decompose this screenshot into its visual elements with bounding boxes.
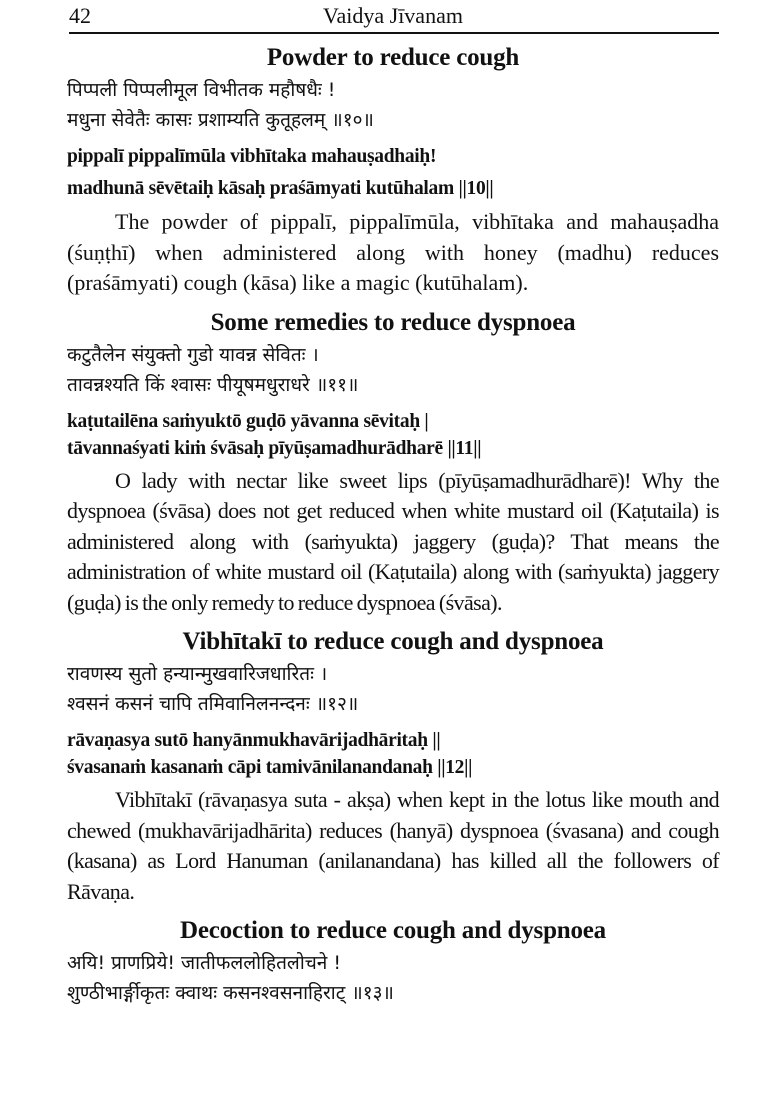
verse-line: अयि! प्राणप्रिये! जातीफललोहितलोचने !: [67, 952, 342, 974]
verse-line: पिप्पली पिप्पलीमूल विभीतक महौषधैः !: [67, 79, 336, 101]
translit-line: kaṭutailēna saṁyuktō guḍō yāvanna sēvitaḥ |: [67, 410, 429, 432]
translation-paragraph: The powder of pippalī, pippalīmūla, vibhītaka and mahauṣadha (śuṇṭhī) when administered along with honey (madhu) reduces (praśāmyati) cough (kāsa) like a magic (kutūhalam).: [67, 209, 719, 295]
section-heading: Powder to reduce cough: [266, 44, 520, 71]
sanskrit-verse: [67, 75, 719, 135]
header-rule: [69, 32, 719, 34]
translit-line: madhunā sēvētaiḥ kāsaḥ praśāmyati kutūhalam ||10||: [67, 178, 494, 199]
section-dyspnoea-remedies: [67, 308, 719, 619]
sanskrit-verse: [67, 340, 719, 400]
translit-line: rāvaṇasya sutō hanyānmukhavārijadhāritaḥ ||: [67, 730, 441, 751]
translit-line: pippalī pippalīmūla vibhītaka mahauṣadhaiḥ!: [67, 146, 437, 167]
running-head: [67, 0, 719, 32]
section-powder-cough: [67, 43, 719, 299]
transliteration: [67, 143, 719, 202]
transliteration: [67, 408, 719, 462]
verse-line: कटुतैलेन संयुक्तो गुडो यावन्न सेवितः ।: [67, 343, 319, 366]
translit-line: tāvannaśyati kiṁ śvāsaḥ pīyūṣamadhurādharē ||11||: [67, 437, 482, 459]
verse-line: श्वसनं कसनं चापि तमिवानिलनन्दनः ॥१२॥: [67, 693, 359, 715]
verse-line: शुण्ठीभार्ङ्गीकृतः क्वाथः कसनश्वसनाहिराट् ॥१३॥: [67, 982, 394, 1004]
verse-line: तावन्नश्यति किं श्वासः पीयूषमधुराधरे ॥११॥: [67, 373, 359, 396]
section-heading: Decoction to reduce cough and dyspnoea: [180, 917, 606, 944]
transliteration: [67, 727, 719, 781]
section-decoction: [67, 916, 719, 1008]
page-number: 42: [69, 3, 91, 28]
verse-line: मधुना सेवेतैः कासः प्रशाम्यति कुतूहलम् ॥१०॥: [67, 109, 374, 131]
sanskrit-verse: [67, 948, 719, 1008]
section-heading: Vibhītakī to reduce cough and dyspnoea: [182, 628, 604, 655]
translation-paragraph: O lady with nectar like sweet lips (pīyūṣamadhurādharē)! Why the dyspnoea (śvāsa) does not get reduced when white mustard oil (Kaṭutaila) is administered along with (saṁyukta) jaggery (guḍa)? That means the administration of white mustard oil (Kaṭutaila) along with (saṁyukta) jaggery (guḍa) is the only remedy to reduce dyspnoea (śvāsa).: [67, 467, 719, 615]
book-page: [67, 0, 719, 1008]
translation-paragraph: Vibhītakī (rāvaṇasya suta - akṣa) when kept in the lotus like mouth and chewed (mukhavārijadhārita) reduces (hanyā) dyspnoea (śvasana) and cough (kasana) as Lord Hanuman (anilanandana) has killed all the followers of Rāvaṇa.: [67, 787, 719, 904]
section-vibhitaki: [67, 627, 719, 907]
verse-line: रावणस्य सुतो हन्यान्मुखवारिजधारितः ।: [67, 663, 328, 685]
sanskrit-verse: [67, 659, 719, 719]
translit-line: śvasanaṁ kasanaṁ cāpi tamivānilanandanaḥ ||12||: [67, 757, 473, 778]
section-heading: Some remedies to reduce dyspnoea: [210, 308, 576, 336]
book-title: Vaidya Jīvanam: [323, 3, 463, 28]
